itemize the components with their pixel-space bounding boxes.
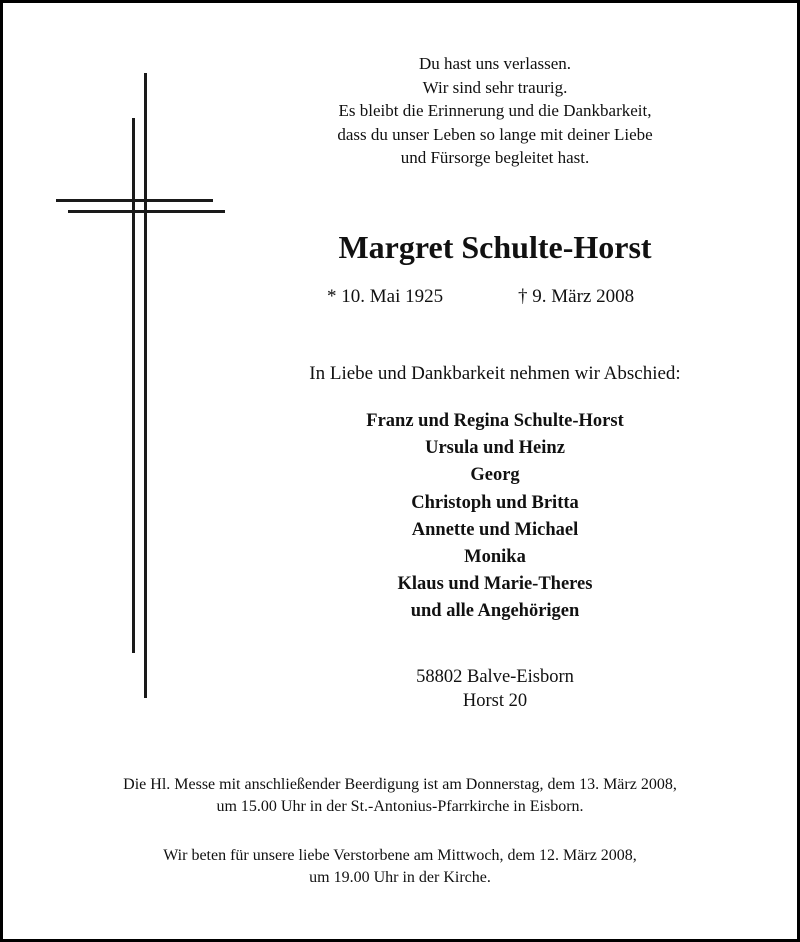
mourner-entry: Georg <box>470 465 520 486</box>
poem-line: und Fürsorge begleitet hast. <box>400 148 590 167</box>
prayer-line: Wir beten für unsere liebe Verstorbene am Mittwoch, dem 12. März 2008, <box>163 847 637 864</box>
poem-line: Wir sind sehr traurig. <box>422 77 568 97</box>
address-street: Horst 20 <box>462 691 528 711</box>
deceased-name: Margret Schulte-Horst <box>338 229 652 265</box>
mourner-entry: Christoph und Britta <box>411 492 579 513</box>
poem-line: Du hast uns verlassen. <box>418 54 572 73</box>
funeral-service-info <box>0 774 800 818</box>
address-city: 58802 Balve-Eisborn <box>416 667 574 687</box>
poem-line: Es bleibt die Erinnerung und die Dankbarkeit, <box>338 101 652 120</box>
farewell-intro: In Liebe und Dankbarkeit nehmen wir Abschied: <box>309 363 681 384</box>
mourner-entry: Franz und Regina Schulte-Horst <box>366 411 624 431</box>
cross-vertical-line-1 <box>144 73 147 698</box>
mourner-entry: Klaus und Marie-Theres <box>397 574 593 595</box>
death-date: † 9. März 2008 <box>518 286 635 307</box>
cross-horizontal-line-1 <box>56 199 213 202</box>
service-line: um 15.00 Uhr in der St.-Antonius-Pfarrkirche in Eisborn. <box>216 798 584 815</box>
poem-line: dass du unser Leben so lange mit deiner Liebe <box>337 124 653 144</box>
mourner-entry: Monika <box>464 547 526 568</box>
birth-date: * 10. Mai 1925 <box>327 286 444 307</box>
prayer-service-info <box>0 845 800 889</box>
service-line: Die Hl. Messe mit anschließender Beerdigung ist am Donnerstag, dem 13. März 2008, <box>123 776 677 793</box>
mourner-entry: Ursula und Heinz <box>425 438 565 459</box>
family-address <box>240 665 750 713</box>
mourners-list <box>240 408 750 626</box>
mourner-entry: Annette und Michael <box>411 519 579 540</box>
memorial-poem <box>260 52 730 170</box>
prayer-line: um 19.00 Uhr in der Kirche. <box>309 869 491 886</box>
mourner-entry: und alle Angehörigen <box>410 601 580 622</box>
cross-horizontal-line-2 <box>68 210 225 213</box>
